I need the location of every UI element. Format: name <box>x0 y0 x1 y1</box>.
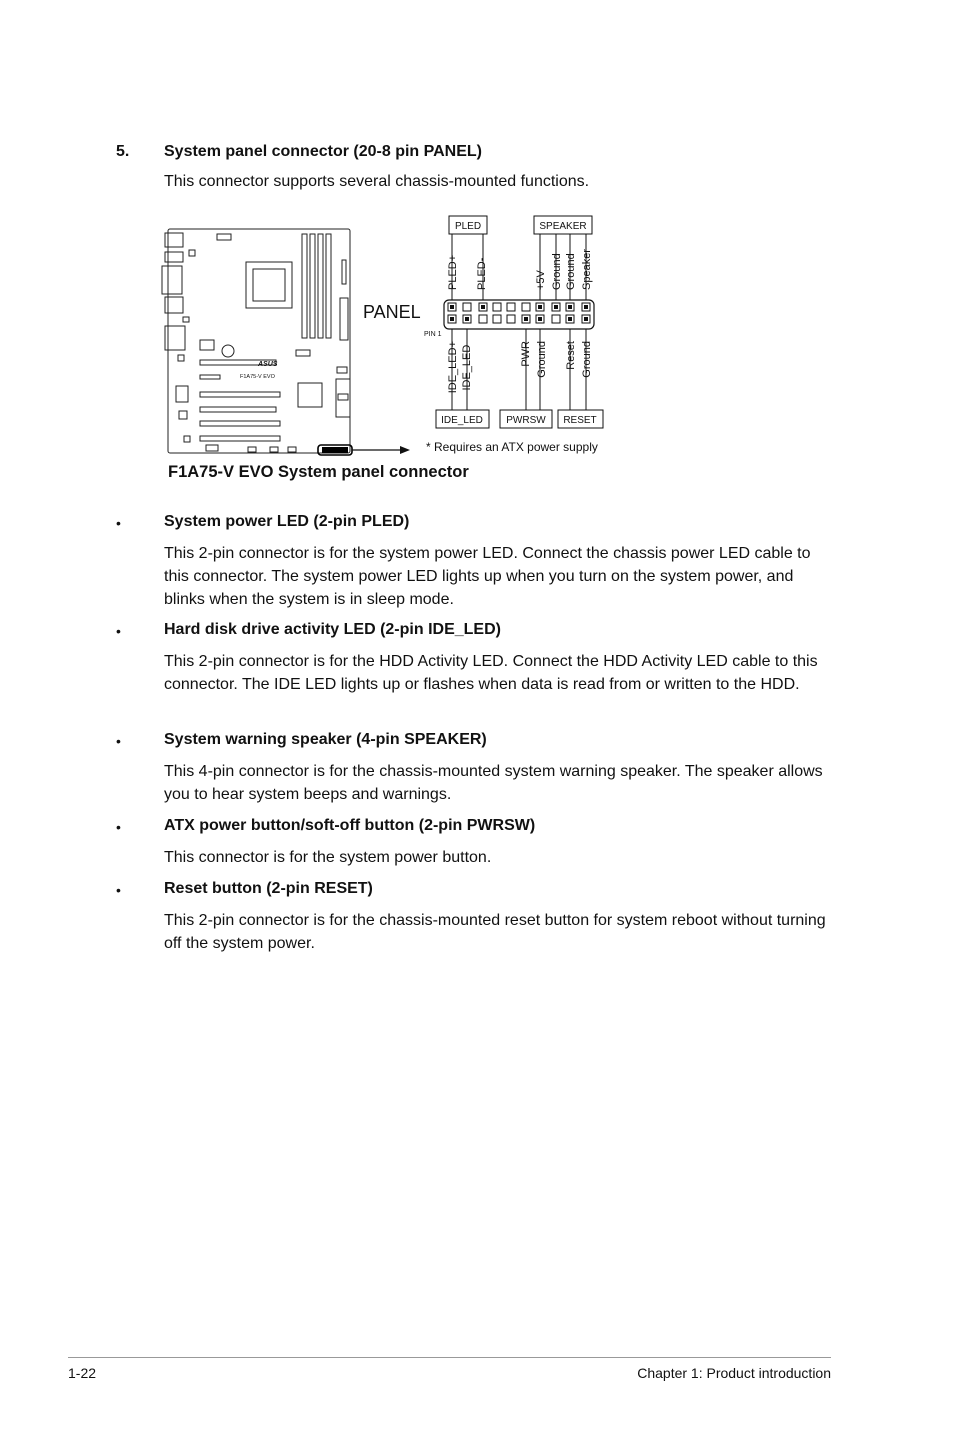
group-label-reset: RESET <box>563 415 597 426</box>
pin-label-ground-3: Ground <box>536 341 548 378</box>
section-title: System panel connector (20-8 pin PANEL) <box>164 143 482 160</box>
pin-label-pwr: PWR <box>520 341 532 367</box>
panel-label: PANEL <box>363 302 421 322</box>
pin1-label: PIN 1 <box>424 331 442 338</box>
bullet-text-speaker: This 4-pin connector is for the chassis-mounted system warning speaker. The speaker allows you to hear system beeps and warnings. <box>164 763 823 803</box>
footer-divider <box>68 1357 831 1358</box>
bullet-title-reset: Reset button (2-pin RESET) <box>164 880 373 897</box>
pin-label-ground-4: Ground <box>581 341 593 378</box>
pin-socket <box>552 315 560 323</box>
bullet-marker: • <box>116 733 121 749</box>
panel-connector-diagram <box>150 210 630 485</box>
group-label-speaker: SPEAKER <box>539 221 587 232</box>
group-box-speaker <box>534 216 592 234</box>
panel-pins <box>448 303 590 323</box>
pin-label-ground-1: Ground <box>551 253 563 290</box>
bullet-text-reset: This 2-pin connector is for the chassis-mounted reset button for system reboot without turning off the system power. <box>164 912 826 952</box>
board-model-label: F1A75-V EVO <box>240 374 275 380</box>
pin-label-5v: +5V <box>535 270 547 290</box>
pin-socket <box>507 315 515 323</box>
bullet-marker: • <box>116 623 121 639</box>
section-number: 5. <box>116 143 130 160</box>
pointer-arrow <box>352 446 410 454</box>
bullet-title-pwrsw: ATX power button/soft-off button (2-pin PWRSW) <box>164 817 536 834</box>
group-box-reset <box>558 410 603 428</box>
group-box-pwrsw <box>500 410 552 428</box>
pin-contact <box>568 317 572 321</box>
atx-note: * Requires an ATX power supply <box>426 440 598 454</box>
pin-contact <box>584 305 588 309</box>
bullet-marker: • <box>116 515 121 531</box>
bullet-text-pwrsw: This connector is for the system power button. <box>164 849 492 866</box>
bullet-text-pled: This 2-pin connector is for the system power LED. Connect the chassis power LED cable to this connector. The system power LED lights up when you turn on the system power, and blinks when the system is in sleep mode. <box>164 545 811 608</box>
pin-socket <box>463 303 471 311</box>
pin-contact <box>568 305 572 309</box>
group-label-pled: PLED <box>454 221 482 232</box>
bullet-title-pled: System power LED (2-pin PLED) <box>164 513 410 530</box>
section-description: This connector supports several chassis-mounted functions. <box>164 173 590 190</box>
board-brand: ASUS <box>258 361 278 368</box>
pin-socket <box>479 315 487 323</box>
pin-label-reset: Reset <box>565 341 577 370</box>
bullet-text-ide-led: This 2-pin connector is for the HDD Activity LED. Connect the HDD Activity LED cable to this connector. The IDE LED lights up or flashes when data is read from or written to the HDD. <box>164 653 818 693</box>
pin-socket <box>493 303 501 311</box>
group-label-pwrsw: PWRSW <box>506 415 546 426</box>
pin-contact <box>450 317 454 321</box>
chapter-title: Chapter 1: Product introduction <box>637 1365 831 1381</box>
pin-contact <box>584 317 588 321</box>
pin-socket <box>493 315 501 323</box>
pin-label-ground-2: Ground <box>565 253 577 290</box>
pin-contact <box>538 317 542 321</box>
bullet-title-ide-led: Hard disk drive activity LED (2-pin IDE_LED) <box>164 621 501 638</box>
bullet-marker: • <box>116 882 121 898</box>
pin-label-ide-led-minus: IDE_LED- <box>461 341 473 391</box>
pin-contact <box>554 305 558 309</box>
pin-contact <box>465 317 469 321</box>
group-label-ide-led: IDE_LED <box>441 415 483 426</box>
pin-socket <box>507 303 515 311</box>
pin-label-speaker: Speaker <box>581 249 593 290</box>
motherboard-illustration <box>162 229 352 455</box>
pin-label-ide-led-plus: IDE_LED+ <box>447 341 459 394</box>
pin-contact <box>450 305 454 309</box>
pin-contact <box>524 317 528 321</box>
pin-contact <box>481 305 485 309</box>
bullet-marker: • <box>116 819 121 835</box>
bullet-title-speaker: System warning speaker (4-pin SPEAKER) <box>164 731 487 748</box>
pin-label-pled-plus: PLED+ <box>447 254 459 290</box>
group-box-ide-led <box>436 410 489 428</box>
pin-contact <box>538 305 542 309</box>
group-box-pled <box>449 216 487 234</box>
pin-socket <box>522 303 530 311</box>
diagram-caption: F1A75-V EVO System panel connector <box>168 463 469 481</box>
page-number: 1-22 <box>68 1365 97 1381</box>
pin-label-pled-minus: PLED- <box>476 257 488 290</box>
